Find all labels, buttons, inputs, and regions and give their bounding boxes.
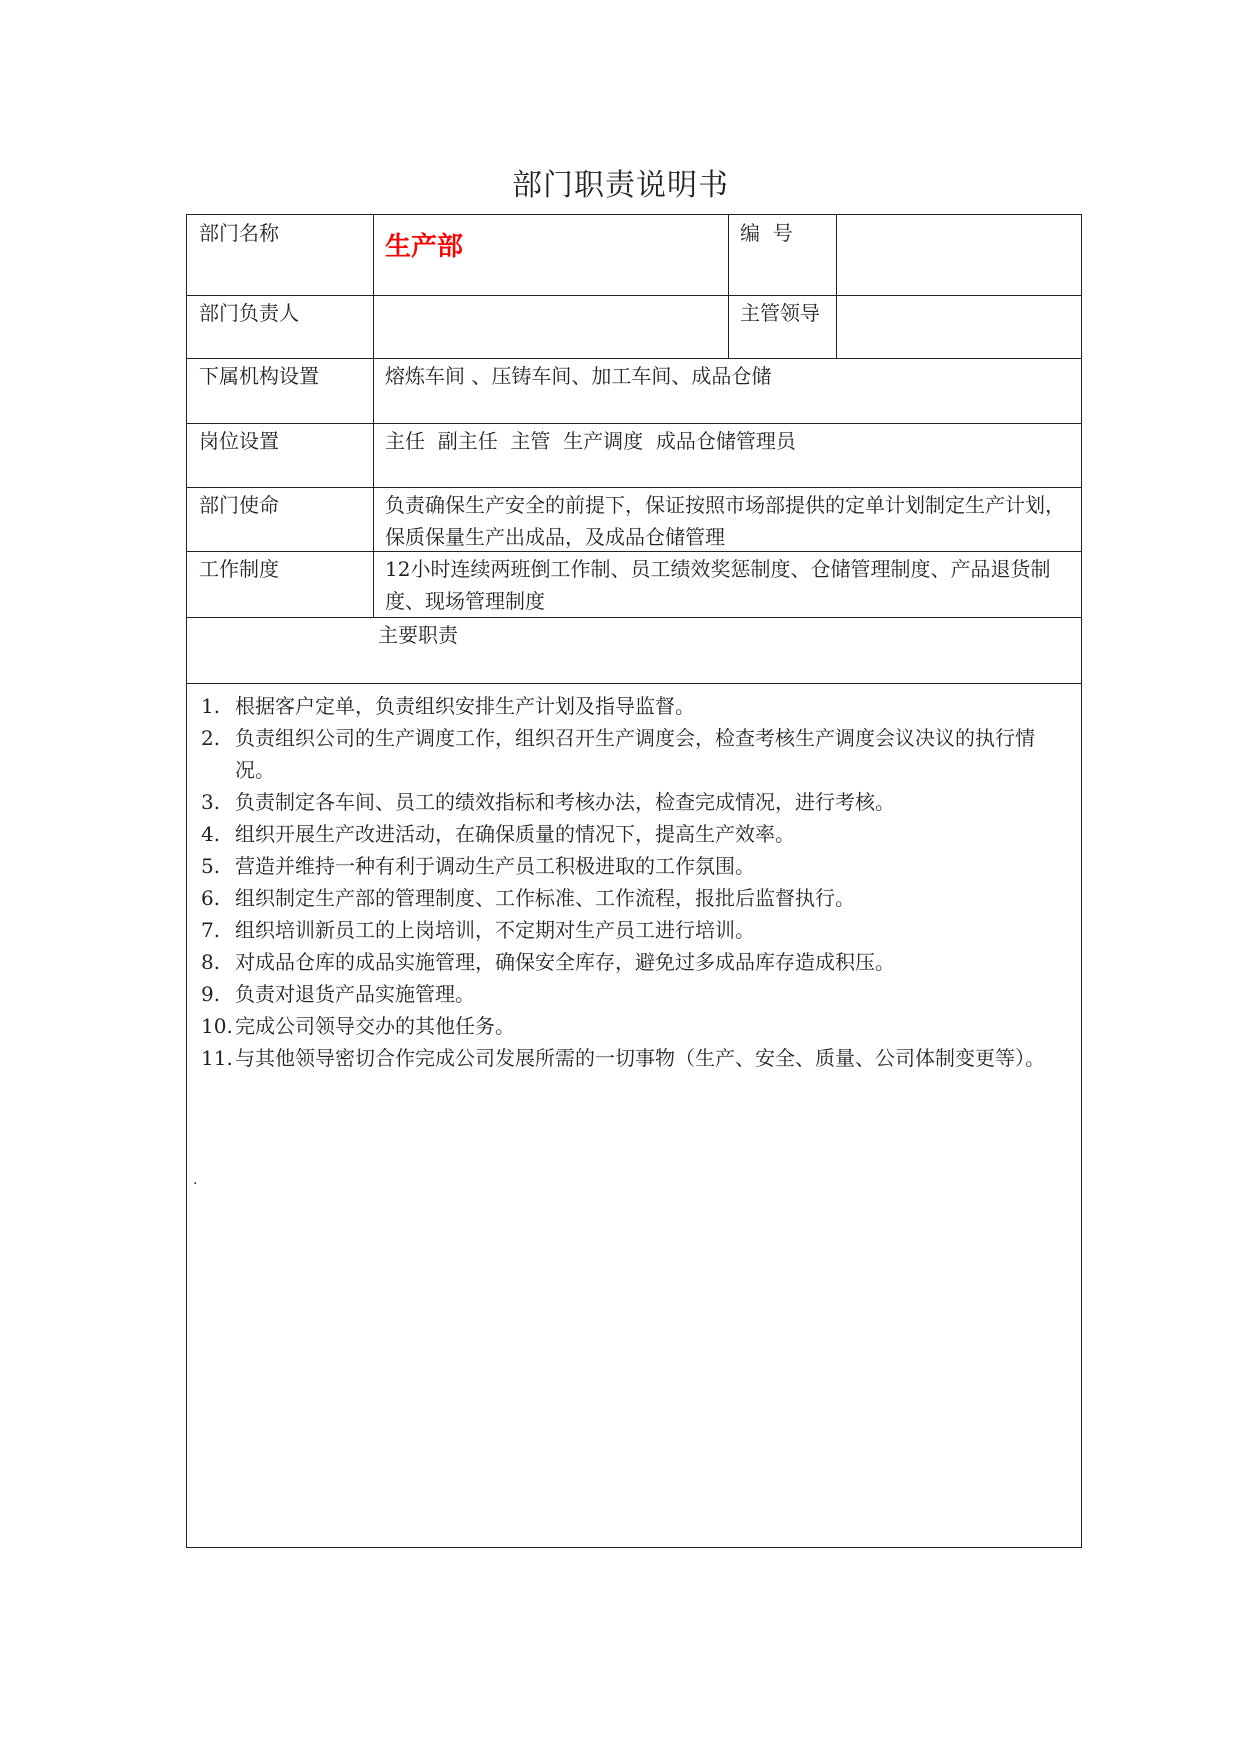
item-number: 6.: [201, 886, 221, 910]
item-number: 10.: [201, 1014, 233, 1038]
item-text: 完成公司领导交办的其他任务。: [235, 1014, 515, 1038]
item-text: 与其他领导密切合作完成公司发展所需的一切事物（生产、安全、质量、公司体制变更等）。: [235, 1046, 1045, 1070]
work-system-value: 12小时连续两班倒工作制、员工绩效奖惩制度、仓储管理制度、产品退货制度、现场管理制度: [385, 557, 1051, 613]
item-number: 9.: [201, 982, 221, 1006]
item-text: 组织培训新员工的上岗培训，不定期对生产员工进行培训。: [235, 918, 755, 942]
item-text: 营造并维持一种有利于调动生产员工积极进取的工作氛围。: [235, 854, 755, 878]
list-item: [195, 690, 1065, 722]
mission-value: 负责确保生产安全的前提下，保证按照市场部提供的定单计划制定生产计划，保质保量生产出成品，及成品仓储管理: [385, 493, 1065, 549]
sub-units-value: 熔炼车间 、压铸车间、加工车间、成品仓储: [385, 364, 772, 388]
list-item: [195, 946, 1065, 978]
list-item: [195, 818, 1065, 850]
work-system-label: 工作制度: [199, 557, 279, 581]
mission-label: 部门使命: [199, 493, 279, 517]
item-text: 负责对退货产品实施管理。: [235, 982, 475, 1006]
dept-head-label: 部门负责人: [199, 301, 299, 325]
column-divider: [836, 215, 837, 358]
item-number: 2.: [201, 726, 221, 750]
list-item: [195, 1042, 1065, 1074]
column-divider: [373, 215, 374, 617]
dept-name-label: 部门名称: [199, 221, 279, 245]
page-title: 部门职责说明书: [512, 168, 729, 203]
row-divider: [187, 617, 1081, 618]
item-text: 负责制定各车间、员工的绩效指标和考核办法，检查完成情况，进行考核。: [235, 790, 895, 814]
item-text: 负责组织公司的生产调度工作，组织召开生产调度会，检查考核生产调度会议决议的执行情况。: [235, 726, 1035, 782]
item-number: 3.: [201, 790, 221, 814]
item-number: 7.: [201, 918, 221, 942]
list-item: [195, 978, 1065, 1010]
positions-label: 岗位设置: [199, 429, 279, 453]
positions-value: 主任 副主任 主管 生产调度 成品仓储管理员: [385, 429, 796, 453]
column-divider: [728, 215, 729, 358]
item-number: 8.: [201, 950, 221, 974]
dept-name-value: 生产部: [385, 232, 464, 262]
item-number: 4.: [201, 822, 221, 846]
list-item: [195, 882, 1065, 914]
row-divider: [187, 295, 1081, 296]
list-item: [195, 1010, 1065, 1042]
list-item: [195, 914, 1065, 946]
responsibility-form: [186, 214, 1082, 1548]
number-label: 编 号: [740, 221, 793, 245]
row-divider: [187, 358, 1081, 359]
item-number: 5.: [201, 854, 221, 878]
sub-units-label: 下属机构设置: [199, 364, 319, 388]
main-duties-heading: 主要职责: [378, 623, 458, 647]
list-item: [195, 786, 1065, 818]
row-divider: [187, 487, 1081, 488]
item-number: 1.: [201, 694, 221, 718]
row-divider: [187, 683, 1081, 684]
stray-mark: .: [193, 1172, 198, 1188]
item-text: 组织开展生产改进活动，在确保质量的情况下，提高生产效率。: [235, 822, 795, 846]
supervisor-label: 主管领导: [740, 301, 820, 325]
row-divider: [187, 423, 1081, 424]
duties-list: [195, 690, 1065, 1074]
list-item: [195, 850, 1065, 882]
list-item: [195, 722, 1065, 786]
item-text: 根据客户定单，负责组织安排生产计划及指导监督。: [235, 694, 695, 718]
item-text: 对成品仓库的成品实施管理，确保安全库存，避免过多成品库存造成积压。: [235, 950, 895, 974]
item-number: 11.: [201, 1046, 233, 1070]
item-text: 组织制定生产部的管理制度、工作标准、工作流程，报批后监督执行。: [235, 886, 855, 910]
